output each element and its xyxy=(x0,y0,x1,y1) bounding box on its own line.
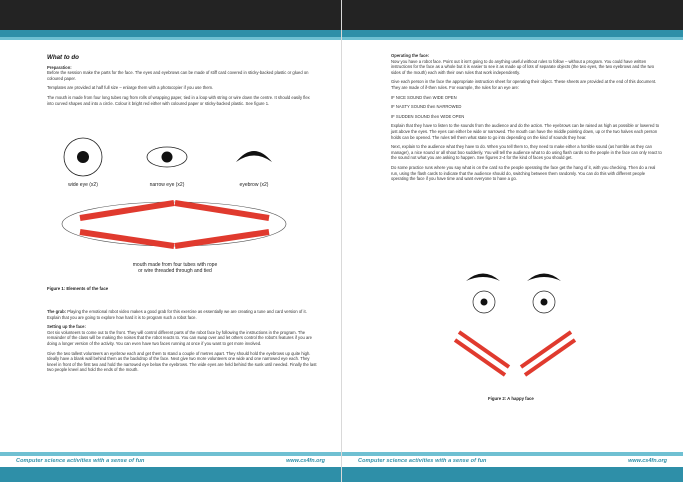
footer-tagline: Computer science activities with a sense of fun xyxy=(16,458,145,464)
rule-3: IF SUDDEN SOUND then WIDE OPEN xyxy=(391,113,465,119)
left-eye-icon xyxy=(473,291,495,313)
bottom-bar xyxy=(342,467,683,482)
grab-heading: The grab: xyxy=(47,309,67,314)
wide-eye-label: wide eye (x2) xyxy=(68,182,98,188)
bottom-stripe-light xyxy=(0,452,341,456)
preparation-p2: Templates are provided at half full size – enlarge them with a photocopier if you use them. xyxy=(47,85,214,91)
mouth-tubes-icon xyxy=(80,203,269,246)
preparation-p3: The mouth is made from four long tubes rag from rolls of wrapping paper, tied in a loop with string or wire down the centre. It should easily flex into curved shapes and into a circle. Colour it bright red either with coloured paper or sticky-backed plastic. See figure 1. xyxy=(47,94,310,106)
right-page xyxy=(342,0,683,482)
left-eyebrow-icon xyxy=(466,274,500,282)
mouth-label-line2: or wire threaded through and tied xyxy=(138,268,212,274)
bottom-stripe-light xyxy=(342,452,683,456)
preparation-heading: Preparation: xyxy=(47,64,72,70)
setup-p2: Give the two tallest volunteers an eyebrow each and get them to stand a couple of metres apart. They should hold the eyebrows up quite high. Ideally have a blank wall behind them as the backdrop of the face. Next give two more volunteers one wide and one narrowed eye each. They kneel in front of the first two and hold the narrowed eye below the eyebrows. The wide eyes are held behind the sunk until needed. Finally the last two people kneel and hold the ends of the mouth. xyxy=(47,350,317,373)
rule-2: IF NASTY SOUND then NARROWED xyxy=(391,104,462,110)
right-eye-icon xyxy=(533,291,555,313)
setup-heading: Setting up the face: xyxy=(47,324,86,330)
figure2-caption: Figure 2: A happy face xyxy=(488,396,534,401)
op-p4: Next, explain to the audience what they have to do. When you tell them to, they need to make either a horrible sound (as horrible as they can manage!), a nice sound or all shout boo suddenly. You will tell the audience what to do using flash cards so the people in the face can only react to the sound not what you are asking to happen. See figures 2-4 for the kind of faces you should get. xyxy=(391,144,662,161)
op-p3: Explain that they have to listen to the sounds from the audience and do the action. The eyebrows can be raised as high as possible or lowered to just above the eyes. The eyes can either be wide or narrowed. The mouth can have the middle pointing down, up or the two halves each person holds can be opened. The rules tell them what state to go into depending on the kind of sounds they hear. xyxy=(391,123,660,140)
grab-text: Playing the emotional robot video makes a good grab for this exercise as essentially we are creating a tune and card version of it. Explain that you are going to explore how hard it is to program such a robot face. xyxy=(47,309,307,320)
figure1-caption: Figure 1: Elements of the face xyxy=(47,286,109,291)
op-p5: Do some practice runs where you say what is on the card so the people operating the face get the hang of it, with you checking. Then do a real run, using the flash cards to indicate that the audience should do, switching between them randomly. You can do this with different people operating the face if you have time and want everyone to have a go. xyxy=(391,164,656,182)
footer-url: www.cs4fn.org xyxy=(286,458,325,464)
eyebrow-label: eyebrow (x2) xyxy=(239,182,269,188)
eyebrow-icon xyxy=(236,151,272,162)
mouth-label xyxy=(90,262,260,274)
bottom-bar xyxy=(0,467,341,482)
wide-eye-icon xyxy=(64,138,102,176)
rule-1: IF NICE SOUND then WIDE OPEN xyxy=(391,94,457,100)
figure1-graphic xyxy=(0,0,341,482)
op-p1: Now you have a robot face. Point out it isn't going to do anything useful without rules to follow – without a program. You could have written instructions for the face as a whole but it is easier to see it as made up of lots of separate objects (the two eyes, the two eyebrows and the two sides of the mouth) each with their own rules that work independently. xyxy=(391,58,655,75)
op-p2: Give each person in the face the appropriate instruction sheet for operating their object. These sheets are provided at the end of this document. They are made of if-then rules. For example, the rules for an eye are: xyxy=(391,79,657,90)
right-eyebrow-icon xyxy=(527,274,561,282)
narrow-eye-label: narrow eye (x2) xyxy=(149,182,185,188)
figure2-happy-face xyxy=(342,0,683,482)
left-text-bottom xyxy=(47,309,317,377)
operating-heading: Operating the face: xyxy=(391,53,430,58)
smile-mouth-icon xyxy=(455,332,575,375)
narrow-eye-icon xyxy=(147,147,187,167)
mouth-label-line1: mouth made from four tubes with rope xyxy=(132,262,218,268)
footer-url: www.cs4fn.org xyxy=(628,458,667,464)
left-page xyxy=(0,0,341,482)
setup-p1: Get six volunteers to come out to the front. They will control different parts of the robot face by following the instructions in the program. The remainder of the class will be making the noises that the robot reacts to. You can swap over and let others control the robot's features if you are doing a longer version of the activity. You can even have two faces running at once if you want to get more involved. xyxy=(47,329,312,346)
footer-tagline: Computer science activities with a sense of fun xyxy=(358,458,487,464)
preparation-p1: Before the session make the parts for the face. The eyes and eyebrows can be made of stiff card covered in sticky-backed plastic or glued on coloured paper. xyxy=(47,70,309,81)
mouth-rope xyxy=(62,202,286,246)
page-title: What to do xyxy=(47,54,79,61)
